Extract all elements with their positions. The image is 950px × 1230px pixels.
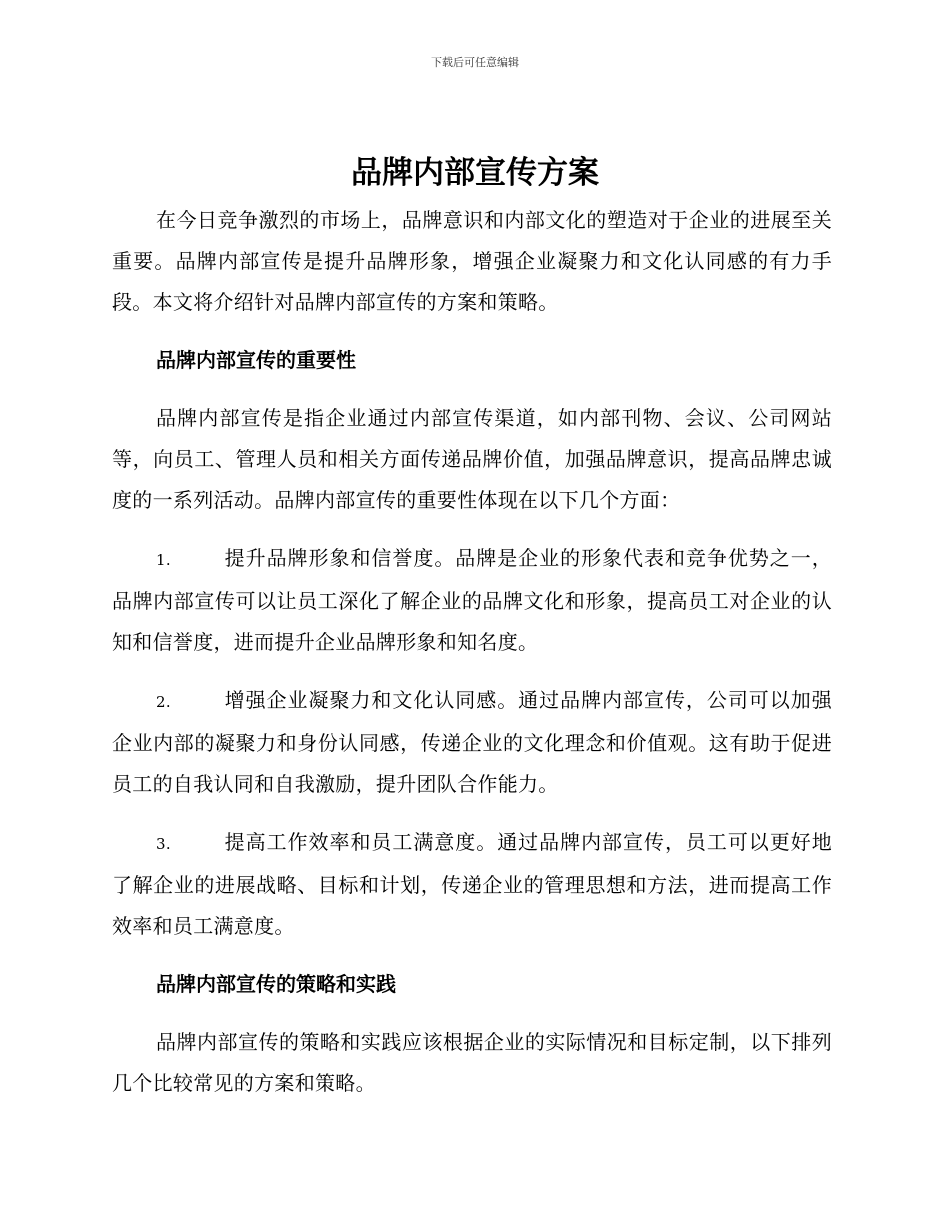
list-item [112,538,832,663]
document-body [112,200,832,1121]
list-item-text: 提高工作效率和员工满意度。通过品牌内部宣传，员工可以更好地了解企业的进展战略、目标和计划，传递企业的管理思想和方法，进而提高工作效率和员工满意度。 [112,830,832,938]
intro-paragraph: 在今日竞争激烈的市场上，品牌意识和内部文化的塑造对于企业的进展至关重要。品牌内部宣传是提升品牌形象，增强企业凝聚力和文化认同感的有力手段。本文将介绍针对品牌内部宣传的方案和策略。 [112,208,832,314]
section-heading-importance: 品牌内部宣传的重要性 [156,348,356,372]
importance-paragraph: 品牌内部宣传是指企业通过内部宣传渠道，如内部刊物、会议、公司网站等，向员工、管理人员和相关方面传递品牌价值，加强品牌意识，提高品牌忠诚度的一系列活动。品牌内部宣传的重要性体现在以下几个方面： [112,406,832,512]
list-number: 3. [156,835,171,853]
list-item-text: 增强企业凝聚力和文化认同感。通过品牌内部宣传，公司可以加强企业内部的凝聚力和身份认同感，传递企业的文化理念和价值观。这有助于促进员工的自我认同和自我激励，提升团队合作能力。 [112,688,832,796]
section-heading-strategy: 品牌内部宣传的策略和实践 [156,972,396,996]
strategy-paragraph: 品牌内部宣传的策略和实践应该根据企业的实际情况和目标定制，以下排列几个比较常见的方案和策略。 [112,1030,832,1095]
list-item [112,680,832,805]
list-number: 1. [156,551,171,569]
list-number: 2. [156,693,171,711]
list-item-text: 提升品牌形象和信誉度。品牌是企业的形象代表和竞争优势之一，品牌内部宣传可以让员工深化了解企业的品牌文化和形象，提高员工对企业的认知和信誉度，进而提升企业品牌形象和知名度。 [112,546,832,654]
header-note: 下载后可任意编辑 [431,56,519,69]
page-title: 品牌内部宣传方案 [351,155,599,191]
list-item [112,822,832,947]
